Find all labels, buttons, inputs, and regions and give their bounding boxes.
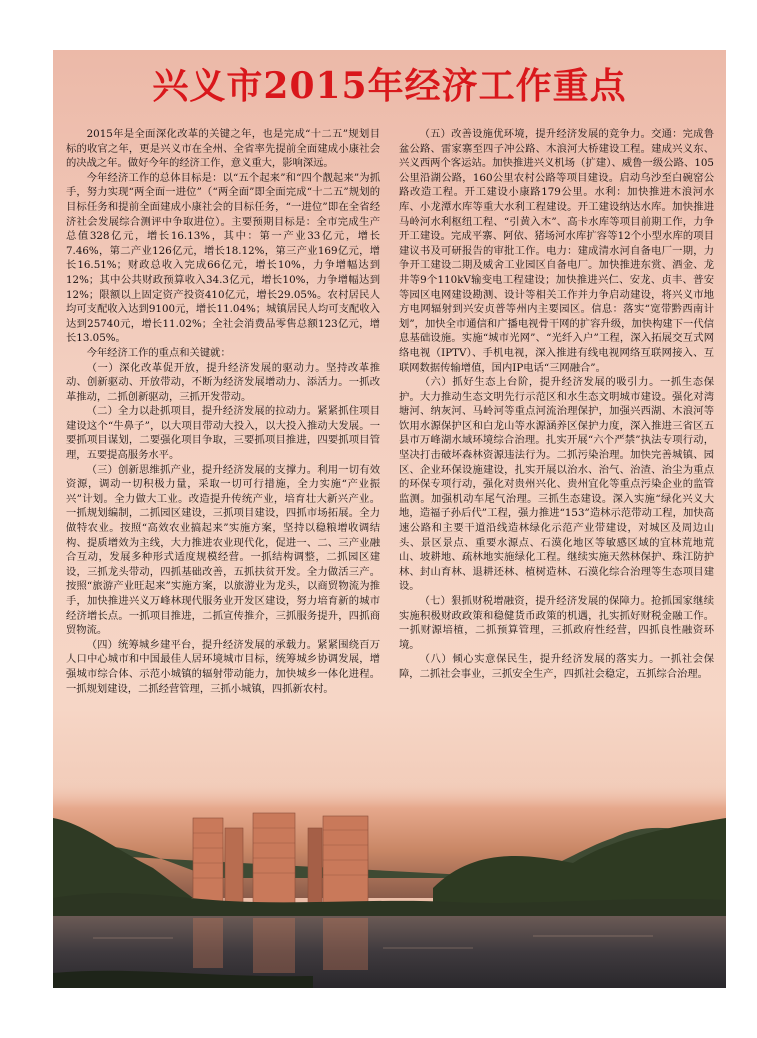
newspaper-page [53,50,726,988]
paragraph: （六）抓好生态上台阶，提升经济发展的吸引力。一抓生态保护。大力推动生态文明先行示范区和水生态文明城市建设。强化对湾塘河、纳灰河、马岭河等重点河流治理保护，加强兴西湖、木浪河等饮用水源保护区和白龙山等水源涵养区保护力度，深入推进三省区五县市万峰湖水域环境综合治理。扎实开展“六个严禁”执法专项行动，坚决打击破坏森林资源违法行为。二抓污染治理。加快完善城镇、园区、企业环保设施建设，扎实开展以治水、治气、治渣、治尘为重点的环保专项行动，强化对贵州兴化、贵州宜化等重点污染企业的监管监测。加强机动车尾气治理。三抓生态建设。深入实施“绿化兴义大地，造福子孙后代”工程，强力推进“153”造林示范带动工程，加快高速公路和主要干道沿线造林绿化示范产业带建设，对城区及周边山头、景区景点、重要水源点、石漠化地区等敏感区域的宜林荒地荒山、坡耕地、疏林地实施绿化工程。继续实施天然林保护、珠江防护林、封山育林、退耕还林、植树造林、石漠化综合治理等生态项目建设。 [399,376,714,593]
paragraph: （三）创新思维抓产业，提升经济发展的支撑力。利用一切有效资源，调动一切积极力量，采取一切可行措施，全力实施“产业振兴”计划。全力做大工业。改造提升传统产业，培育壮大新兴产业。一抓规划编制，二抓园区建设，三抓项目建设，四抓市场拓展。全力做特农业。按照“高效农业搞起来”实施方案，坚持以稳粮增收调结构、提质增效为主线，大力推进农业现代化，促进一、二、三产业融合互动，发展多种形式适度规模经营。一抓结构调整，二抓园区建设，三抓龙头带动，四抓基础改善，五抓扶贫开发。全力做活三产。按照“旅游产业旺起来”实施方案，以旅游业为龙头，以商贸物流为推手，加快推进兴义万峰林现代服务业开发区建设，努力培育新的城市经济增长点。一抓项目推进，二抓宣传推介，三抓服务提升，四抓商贸物流。 [66,463,380,637]
paragraph: （五）改善设施优环境，提升经济发展的竞争力。交通：完成鲁盆公路、雷家寨至四子冲公路、木浪河大桥建设工程。建成兴义东、兴义西两个客运站。加快推进兴义机场（扩建）、威鲁一级公路、105公里沿湖公路，160公里农村公路等项目建设。启动乌沙至白碗窑公路改造工程。开工建设小康路179公里。水利：加快推进木浪河水库、小龙潭水库等重大水利工程建设。开工建设纳达水库。加快推进马岭河水利枢纽工程、“引黄入木”、高卡水库等项目前期工作，力争开工建设。完成平寨、阿依、猪场河水库扩容等12个小型水库的项目建议书及可研报告的审批工作。电力：建成清水河自备电厂一期，力争开工建设二期及威舍工业园区自备电厂。加快推进东赏、酒金、龙井等9个110kV输变电工程建设；加快推进兴仁、安龙、贞丰、普安等园区电网建设勘测、设计等相关工作并力争启动建设，将兴义市地方电网辐射到兴安贞普等州内主要园区。信息：落实“宽带黔西南计划”，加快全市通信和广播电视骨干网的扩容升级，加快构建下一代信息基础设施。实施“城市光网”、“光纤入户”工程，深入拓展交互式网络电视（IPTV）、手机电视，深入推进有线电视网络互联网接入、互联网数据传输增值，国内IP电话“三网融合”。 [399,128,714,374]
paragraph: （八）倾心实意保民生，提升经济发展的落实力。一抓社会保障，二抓社会事业，三抓安全生产，四抓社会稳定，五抓综合治理。 [399,653,714,680]
left-column [66,127,380,696]
paragraph: （七）狠抓财税增融资，提升经济发展的保障力。抢抓国家继续实施积极财政政策和稳健货币政策的机遇，扎实抓好财税金融工作。一抓财源培植，二抓预算管理，三抓政府性经营，四抓良性融资环境。 [399,595,714,651]
lakeside-city-photo [53,778,726,988]
paragraph: （一）深化改革促开放，提升经济发展的驱动力。坚持改革推动、创新驱动、开放带动，不断为经济发展增动力、添活力。一抓改革推动，二抓创新驱动，三抓开发带动。 [66,361,380,403]
paragraph: 今年经济工作的总体目标是：以“五个起来”和“四个靓起来”为抓手，努力实现“两全面一进位”（“两全面”即全面完成“十二五”规划的目标任务和提前全面建成小康社会的目标任务，“一进位”即在全省经济社会发展综合测评中争取进位）。主要预期目标是：全市完成生产总值328亿元，增长16.13%，其中：第一产业33亿元，增长7.46%，第二产业126亿元，增长18.12%，第三产业169亿元，增长16.51%；财政总收入完成66亿元，增长10%，力争增幅达到12%；其中公共财政预算收入34.3亿元，增长10%，力争增幅达到12%；限额以上固定资产投资410亿元，增长29.05%。农村居民人均可支配收入达到9100元，增长11.04%；城镇居民人均可支配收入达到25740元，增长11.02%；全社会消费品零售总额123亿元，增长13.05%。 [66,171,380,345]
paragraph: 今年经济工作的重点和关键就： [86,346,231,359]
right-column [399,127,714,682]
page-title: 兴义市2015年经济工作重点 [152,65,627,107]
paragraph: （二）全力以赴抓项目，提升经济发展的拉动力。紧紧抓住项目建设这个“牛鼻子”，以大项目带动大投入，以大投入推动大发展。一要抓项目谋划，二要强化项目争取，三要抓项目推进，四要抓项目管理，五要提高服务水平。 [66,405,380,462]
paragraph: （四）统筹城乡建平台，提升经济发展的承载力。紧紧围绕百万人口中心城市和中国最佳人居环境城市目标，统筹城乡协调发展，增强城市综合体、示范小城镇的辐射带动能力，加快城乡一体化进程。一抓规划建设，二抓经营管理，三抓小城镇，四抓新农村。 [66,638,380,695]
paragraph: 2015年是全面深化改革的关键之年，也是完成“十二五”规划目标的收官之年，更是兴义市在全州、全省率先提前全面建成小康社会的决战之年。做好今年的经济工作，意义重大，影响深远。 [66,128,380,170]
